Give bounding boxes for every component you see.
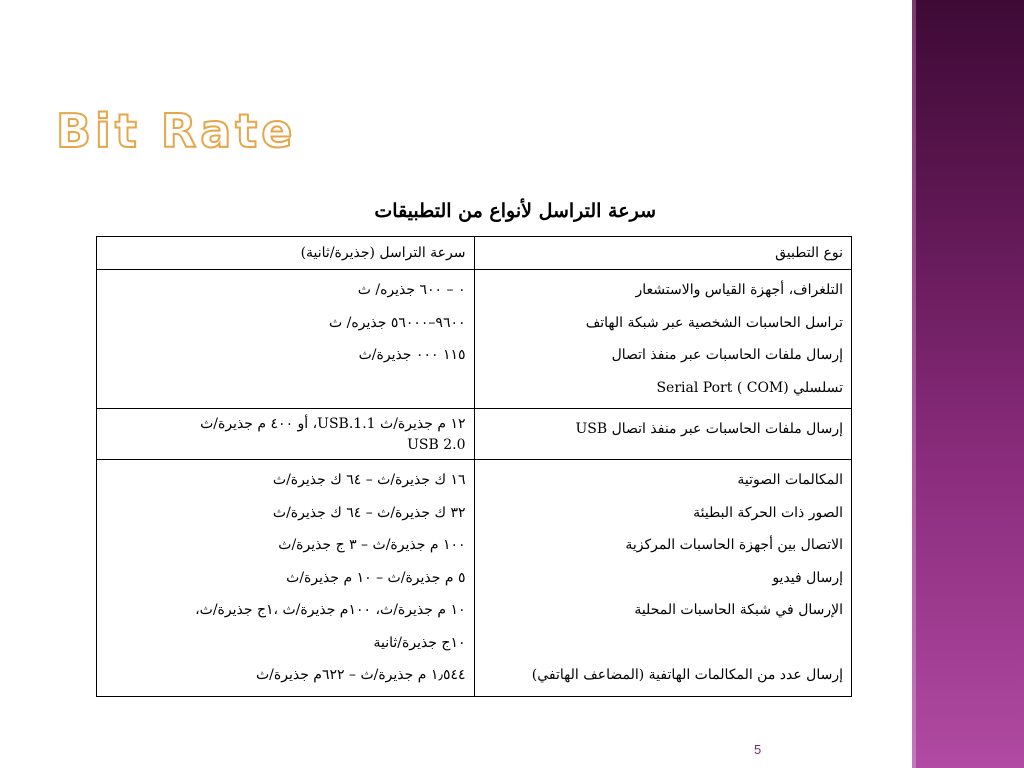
speed-line: USB 2.0 bbox=[407, 437, 466, 453]
header-speed: سرعة التراسل (جذيرة/ثانية) bbox=[97, 237, 475, 270]
table-header-row bbox=[97, 237, 852, 270]
table-row bbox=[97, 409, 852, 460]
application-cell bbox=[474, 460, 852, 697]
application-line: تسلسلي (Serial Port ( COM bbox=[656, 379, 843, 396]
speed-line: ١٠٠ م جذيرة/ث – ٣ ج جذيرة/ث bbox=[278, 537, 466, 553]
page-number: 5 bbox=[754, 742, 762, 757]
table-row bbox=[97, 460, 852, 697]
speed-cell bbox=[97, 409, 475, 460]
application-line: إرسال فيديو bbox=[772, 569, 843, 586]
table-caption: سرعة التراسل لأنواع من التطبيقات bbox=[374, 200, 656, 222]
speed-line: ١٦ ك جذيرة/ث – ٦٤ ك جذيرة/ث bbox=[272, 472, 466, 488]
speed-line: ١٠ م جذيرة/ث، ١٠٠م جذيرة/ث ،١ج جذيرة/ث، bbox=[195, 602, 466, 618]
speed-line: ٣٢ ك جذيرة/ث – ٦٤ ك جذيرة/ث bbox=[272, 504, 466, 521]
speed-line: ٩٦٠٠–٥٦٠٠٠ جذيره/ ث bbox=[329, 314, 466, 331]
speed-line: ١٠ج جذيرة/ثانية bbox=[373, 634, 466, 651]
application-line: إرسال ملفات الحاسبات عبر منفذ اتصال bbox=[611, 347, 843, 363]
application-cell bbox=[474, 409, 852, 460]
speed-line: ١١٥ ٠٠٠ جذيرة/ث bbox=[358, 347, 466, 363]
header-application: نوع التطبيق bbox=[474, 237, 852, 270]
speed-cell bbox=[97, 460, 475, 697]
speed-line: ١٢ م جذيرة/ث USB.1.1، أو ٤٠٠ م جذيرة/ث bbox=[200, 416, 466, 432]
bit-rate-table bbox=[96, 236, 852, 697]
speed-line: ٠ – ٦٠٠ جذيره/ ث bbox=[357, 282, 466, 298]
application-line bbox=[483, 627, 844, 660]
speed-line bbox=[105, 372, 466, 405]
application-line: إرسال عدد من المكالمات الهاتفية (المضاعف الهاتفي) bbox=[531, 667, 843, 683]
slide-title: Bit Rate bbox=[56, 104, 297, 158]
speed-line: ٥ م جذيرة/ث – ١٠ م جذيرة/ث bbox=[286, 569, 466, 586]
application-line: الإرسال في شبكة الحاسبات المحلية bbox=[634, 602, 843, 618]
application-line: المكالمات الصوتية bbox=[737, 472, 843, 488]
side-bar-edge bbox=[912, 0, 916, 768]
speed-line: ١٫٥٤٤ م جذيرة/ث – ٦٢٢م جذيرة/ث bbox=[256, 667, 466, 683]
application-line: التلغراف، أجهزة القياس والاستشعار bbox=[635, 282, 843, 298]
side-decoration-bar bbox=[912, 0, 1024, 768]
application-line: تراسل الحاسبات الشخصية عبر شبكة الهاتف bbox=[585, 314, 843, 331]
application-line: الاتصال بين أجهزة الحاسبات المركزية bbox=[625, 537, 843, 553]
table-row bbox=[97, 270, 852, 409]
application-cell bbox=[474, 270, 852, 409]
speed-cell bbox=[97, 270, 475, 409]
application-line: الصور ذات الحركة البطيئة bbox=[693, 504, 843, 521]
application-line: إرسال ملفات الحاسبات عبر منفذ اتصال USB bbox=[575, 421, 843, 437]
